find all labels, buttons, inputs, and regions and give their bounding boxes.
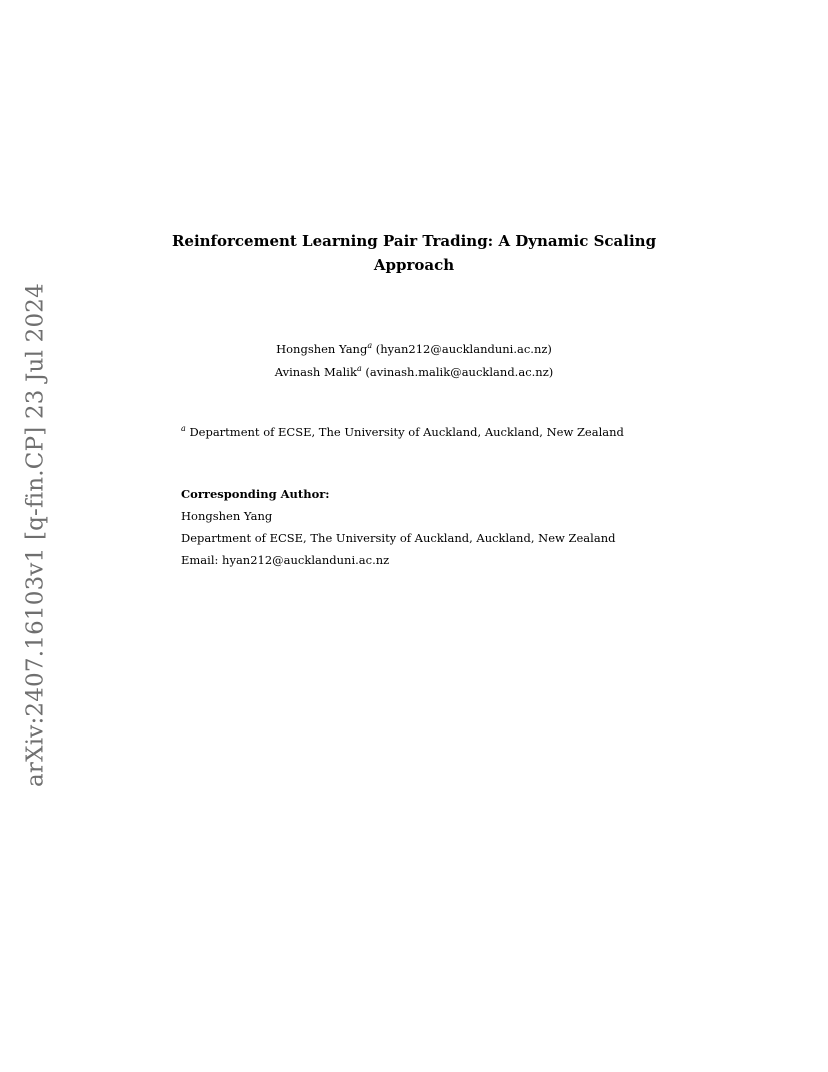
paper-title [140, 229, 688, 277]
affiliation-text: Department of ECSE, The University of Auckland, Auckland, New Zealand [189, 425, 624, 439]
title-line-1: Reinforcement Learning Pair Trading: A Dynamic Scaling [171, 232, 657, 250]
affiliation-mark: a [356, 364, 362, 374]
affiliation-mark: a [181, 424, 186, 434]
author-email: (avinash.malik@auckland.ac.nz) [365, 365, 554, 379]
affiliation-note [181, 424, 624, 440]
corresponding-author-name: Hongshen Yang [181, 509, 273, 523]
affiliation-mark: a [367, 341, 373, 351]
corresponding-author-block [181, 483, 615, 571]
title-line-2: Approach [373, 256, 455, 274]
author-email: (hyan212@aucklanduni.ac.nz) [375, 342, 552, 356]
author-list [140, 338, 688, 384]
arxiv-identifier-watermark: arXiv:2407.16103v1 [q-fin.CP] 23 Jul 2024 [22, 283, 49, 787]
corresponding-author-email: Email: hyan212@aucklanduni.ac.nz [181, 553, 390, 567]
corresponding-author-heading: Corresponding Author: [181, 487, 330, 501]
author-entry [140, 338, 688, 361]
author-name: Hongshen Yang [276, 342, 368, 356]
author-name: Avinash Malik [274, 365, 357, 379]
corresponding-author-department: Department of ECSE, The University of Auckland, Auckland, New Zealand [181, 531, 616, 545]
author-entry [140, 361, 688, 384]
